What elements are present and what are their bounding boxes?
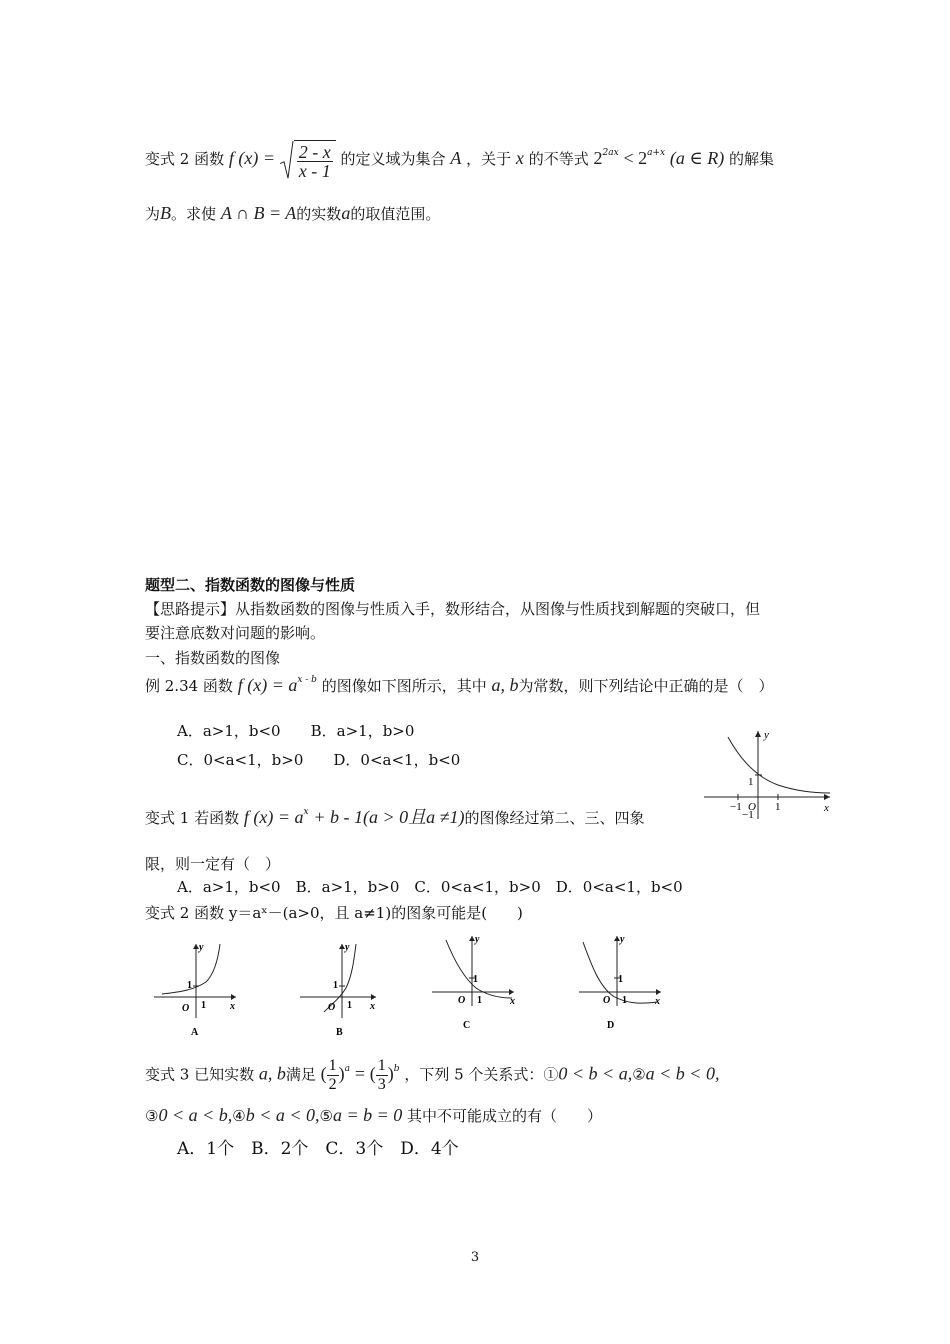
svg-text:C: C	[463, 1020, 471, 1031]
svg-text:1: 1	[473, 974, 478, 985]
svg-text:B: B	[336, 1027, 343, 1038]
v2-line1: 变式 2 函数 f (x) = $\frac{2 - x}{x - 1}$ 的定义域为集合 A ，关于 x 的不等式 $2^{2ax} < 2^{a+x}$ (a ∈ R) 的解集	[145, 142, 774, 181]
svg-text:y: y	[764, 729, 769, 741]
svg-text:1: 1	[333, 980, 338, 991]
svg-text:1: 1	[477, 995, 482, 1006]
svg-text:−1: −1	[730, 801, 742, 813]
svg-text:1: 1	[618, 974, 623, 985]
svg-text:A: A	[191, 1027, 199, 1038]
option-graph-b	[296, 938, 391, 1038]
svg-text:−1: −1	[742, 809, 754, 820]
svg-text:1: 1	[187, 980, 192, 991]
svg-text:y: y	[620, 934, 625, 945]
option-graph-c	[428, 930, 523, 1034]
v1-options: A．a>1，b<0 B．a>1，b>0 C．0<a<1，b>0 D．0<a<1，b<0	[177, 878, 683, 896]
v2b-stem: 变式 2 函数 y＝aˣ－(a>0，且 a≠1)的图象可能是( )	[145, 904, 523, 922]
radical-sign-icon	[280, 140, 294, 180]
v2-sqrt: $\frac{2 - x}{x - 1}$	[280, 140, 336, 180]
v3-line1: 变式 3 已知实数 a, b满足 ( $\frac{1}{2}$ )$^a$ = ( $\frac{1}{3}$ )$^b$ ，下列 5 个关系式：①0 < b < a,②a < b < 0,	[145, 1057, 720, 1093]
v3-options: A．1个 B．2个 C．3个 D．4个	[177, 1139, 459, 1159]
v1-line2: 限，则一定有（ ）	[145, 855, 281, 873]
svg-text:1: 1	[775, 801, 781, 813]
ex234-options-ab: A．a>1，b<0 B．a>1，b>0	[177, 722, 415, 740]
section-title: 题型二、指数函数的图像与性质	[145, 576, 356, 594]
ex234-options-cd: C．0<a<1，b>0 D．0<a<1，b<0	[177, 751, 461, 769]
svg-text:O: O	[603, 995, 611, 1006]
hint-line-2: 要注意底数对问题的影响。	[145, 624, 326, 642]
svg-text:x: x	[510, 996, 515, 1007]
v3-line2: ③0 < a < b,④b < a < 0,⑤a = b = 0 其中不可能成立的有（ ）	[145, 1105, 603, 1125]
v1-stem: 变式 1 若函数 f $(x) = a^x + b - 1(a > 0$且a ≠1)的图像经过第二、三、四象	[145, 807, 645, 827]
page-number: 3	[470, 1250, 480, 1265]
option-graph-a	[150, 938, 245, 1038]
ex234-graph	[698, 725, 838, 820]
svg-text:y: y	[199, 942, 204, 953]
svg-text:x: x	[370, 1001, 375, 1012]
subsection-title: 一、指数函数的图像	[145, 649, 281, 667]
option-graph-d	[575, 930, 670, 1034]
svg-text:1: 1	[748, 776, 754, 788]
svg-text:O: O	[182, 1003, 190, 1014]
svg-text:D: D	[607, 1020, 615, 1031]
ex234-stem: 例 2.34 函数 f $(x) = a^{x - b}$ 的图像如下图所示，其中 a, b为常数，则下列结论中正确的是（ ）	[145, 675, 774, 695]
svg-text:x: x	[230, 1001, 235, 1012]
svg-text:x: x	[655, 996, 660, 1007]
v2-fx: f (x) =	[228, 148, 275, 168]
svg-text:1: 1	[201, 1000, 206, 1011]
v2-line2: 为B。求使 A ∩ B = A的实数a的取值范围。	[145, 203, 441, 223]
svg-text:y: y	[345, 942, 350, 953]
svg-text:O: O	[748, 801, 756, 813]
svg-text:x: x	[824, 802, 829, 814]
svg-text:O: O	[458, 995, 466, 1006]
svg-text:1: 1	[347, 1000, 352, 1011]
hint-line-1: 【思路提示】从指数函数的图像与性质入手，数形结合，从图像与性质找到解题的突破口，但	[145, 600, 761, 618]
svg-text:O: O	[328, 1002, 336, 1013]
svg-text:y: y	[475, 934, 480, 945]
svg-text:1: 1	[622, 995, 627, 1006]
